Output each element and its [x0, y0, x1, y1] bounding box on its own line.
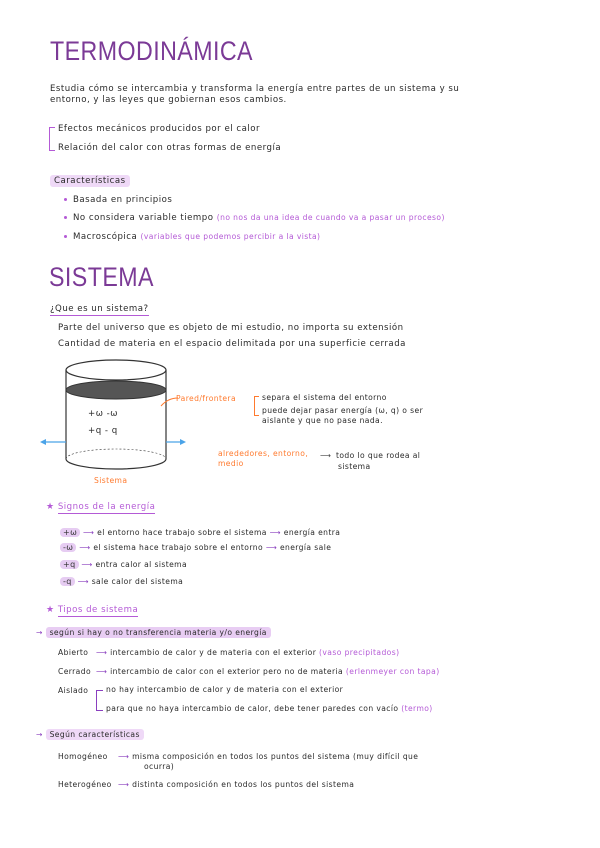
sistema-definition-1: Parte del universo que es objeto de mi estudio, no importa su extensión — [58, 323, 404, 333]
section-title-sistema: SISTEMA — [49, 262, 154, 292]
tipo-abierto-label: Abierto — [58, 648, 89, 657]
arrow-icon: ⟶ — [79, 543, 94, 552]
aislado-bracket — [96, 690, 103, 711]
intro-line-1: Estudia cómo se intercambia y transforma la energía entre partes de un sistema y su — [50, 84, 460, 94]
heat-signs: +q - q — [88, 426, 118, 436]
arrow-icon: ⟶ — [96, 667, 111, 676]
tipo-abierto-row: ⟶ intercambio de calor y de materia con el exterior (vaso precipitados) — [96, 648, 400, 657]
arrow-icon: ⟶ — [96, 648, 111, 657]
pared-label: Pared/frontera — [176, 394, 237, 403]
sistema-diagram — [38, 356, 208, 486]
arrow-icon: → — [36, 628, 46, 637]
tipo-homogeneo-label: Homogéneo — [58, 752, 108, 761]
tipos-heading: ★ Tipos de sistema — [46, 605, 139, 615]
signo-row: -q ⟶ sale calor del sistema — [60, 577, 183, 586]
arrow-icon: ⟶ — [118, 752, 133, 761]
caracteristicas-heading: Características — [50, 176, 130, 186]
tipo-aislado-label: Aislado — [58, 686, 89, 695]
star-icon: ★ — [46, 605, 55, 615]
effects-bracket — [49, 127, 55, 151]
pared-note-1: separa el sistema del entorno — [262, 393, 387, 402]
signo-row: +q ⟶ entra calor al sistema — [60, 560, 187, 569]
caracteristica-item: Basada en principios — [64, 195, 172, 205]
bullet-icon — [64, 198, 67, 201]
cylinder-top — [66, 360, 166, 380]
tipo-cerrado-row: ⟶ intercambio de calor con el exterior pero no de materia (erlenmeyer con tapa) — [96, 667, 440, 676]
bullet-icon — [64, 235, 67, 238]
tipo-homogeneo-row: ⟶ misma composición en todos los puntos del sistema (muy difícil que — [118, 752, 419, 761]
tipo-heterogeneo-row: ⟶ distinta composición en todos los puntos del sistema — [118, 780, 355, 789]
signo-row: +ω ⟶ el entorno hace trabajo sobre el sistema ⟶ energía entra — [60, 528, 340, 537]
alrededores-label: alrededores, entorno, — [218, 449, 309, 458]
tipo-aislado-row-1: no hay intercambio de calor y de materia con el exterior — [106, 685, 344, 694]
work-signs: +ω -ω — [88, 409, 118, 419]
effects-item-2: Relación del calor con otras formas de energía — [58, 143, 282, 153]
tipo-cerrado-label: Cerrado — [58, 667, 92, 676]
star-icon: ★ — [46, 502, 55, 512]
segun-caracteristicas: → Según características — [36, 730, 144, 739]
arrow-icon: ⟶ — [77, 577, 92, 586]
bullet-icon — [64, 216, 67, 219]
tipo-homogeneo-row-2: ocurra) — [144, 762, 175, 771]
caracteristica-item: Macroscópica (variables que podemos percibir a la vista) — [64, 232, 320, 242]
caracteristica-item: No considera variable tiempo (no nos da una idea de cuando va a pasar un proceso) — [64, 213, 445, 223]
arrow-icon: ⟶ — [81, 560, 96, 569]
arrow-icon: ⟶ — [269, 528, 284, 537]
arrow-icon: → — [36, 730, 46, 739]
arrow-icon: ⟶ — [320, 451, 332, 460]
tipo-aislado-row-2: para que no haya intercambio de calor, debe tener paredes con vacío (termo) — [106, 704, 433, 713]
segun-transferencia: → según si hay o no transferencia materia y/o energía — [36, 628, 271, 637]
alrededores-note-2: sistema — [338, 462, 371, 471]
signos-heading: ★ Signos de la energía — [46, 502, 156, 512]
pared-note-2: puede dejar pasar energía (ω, q) o ser — [262, 406, 424, 415]
arrow-icon: ⟶ — [118, 780, 133, 789]
sistema-definition-2: Cantidad de materia en el espacio delimitada por una superficie cerrada — [58, 339, 406, 349]
pared-note-3: aislante y que no pase nada. — [262, 416, 383, 425]
tipo-heterogeneo-label: Heterogéneo — [58, 780, 112, 789]
signo-row: -ω ⟶ el sistema hace trabajo sobre el entorno ⟶ energía sale — [60, 543, 331, 552]
effects-item-1: Efectos mecánicos producidos por el calor — [58, 124, 261, 134]
intro-line-2: entorno, y las leyes que gobiernan esos cambios. — [50, 95, 287, 105]
arrow-icon: ⟶ — [265, 543, 280, 552]
sistema-label: Sistema — [94, 476, 128, 485]
alrededores-note-1: todo lo que rodea al — [336, 451, 421, 460]
pared-bracket — [254, 396, 259, 416]
arrow-icon: ⟶ — [83, 528, 98, 537]
sistema-question: ¿Que es un sistema? — [50, 304, 149, 314]
liquid-surface — [66, 381, 166, 399]
page-title: TERMODINÁMICA — [50, 36, 253, 66]
alrededores-label-2: medio — [218, 459, 244, 468]
